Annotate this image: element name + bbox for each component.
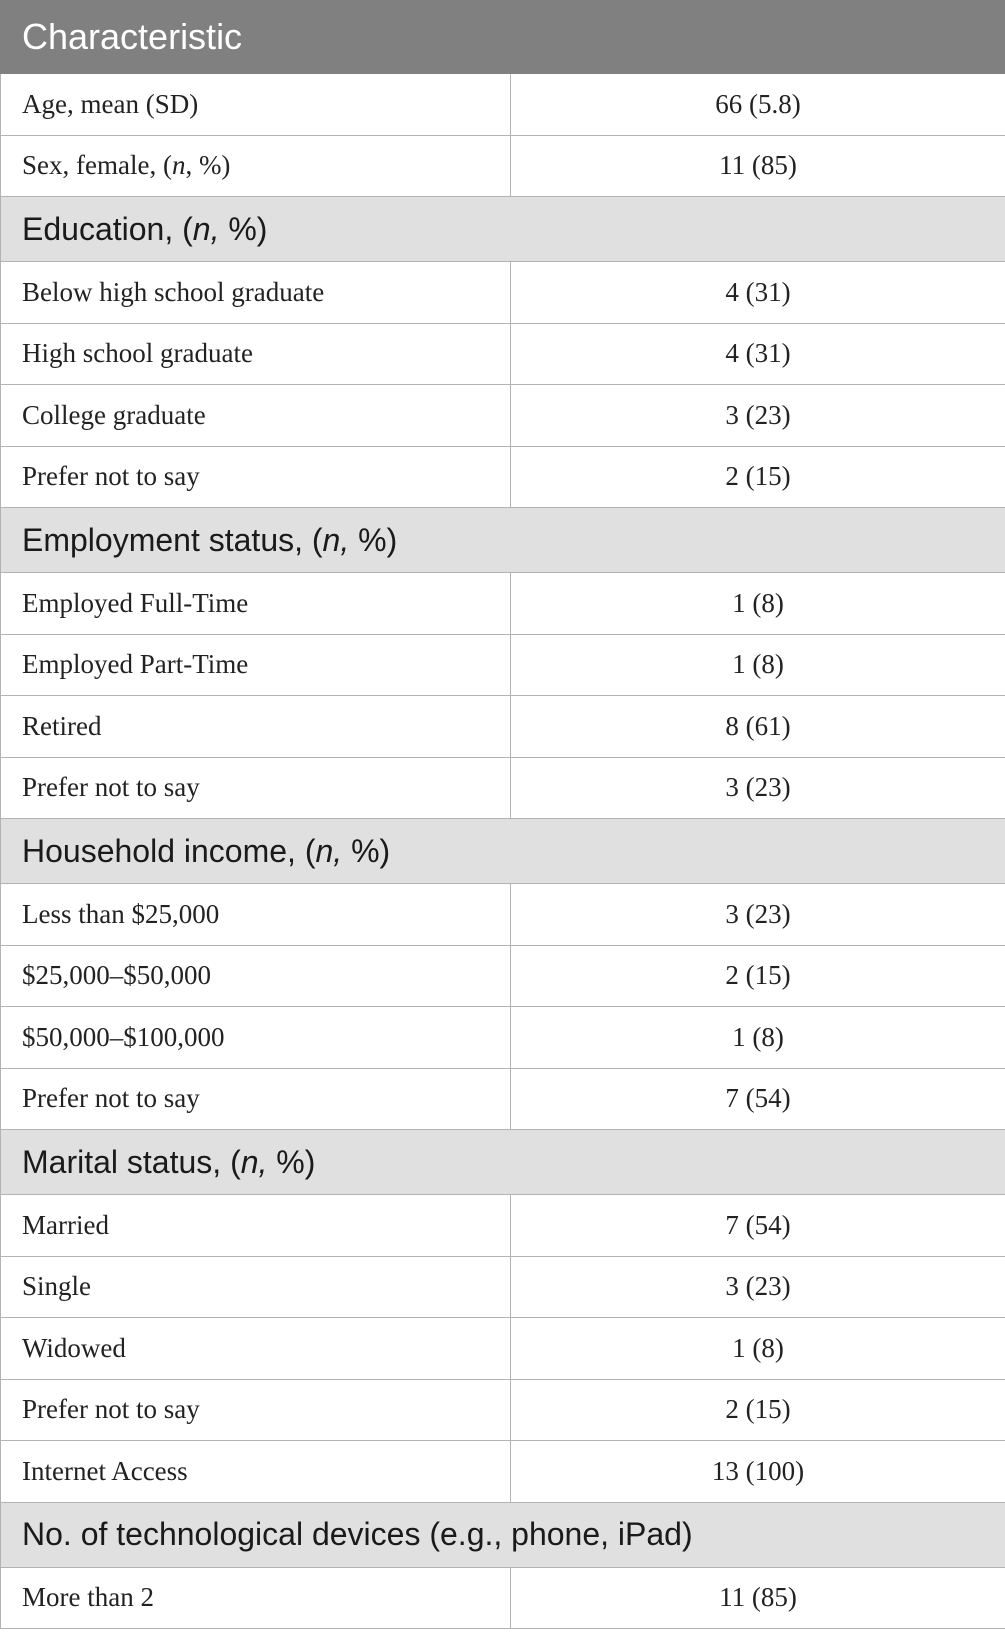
row-value: 3 (23)	[511, 385, 1005, 447]
table-row	[1, 945, 1005, 1007]
row-value: 1 (8)	[511, 1007, 1005, 1069]
table-row	[1, 1068, 1005, 1130]
italic-n: n,	[322, 521, 350, 558]
row-label: Prefer not to say	[1, 757, 511, 819]
italic-n: n,	[240, 1143, 268, 1180]
row-label: College graduate	[1, 385, 511, 447]
row-label: Prefer not to say	[1, 446, 511, 508]
section-label	[1, 1130, 1005, 1195]
row-value: 1 (8)	[511, 573, 1005, 635]
row-label: Single	[1, 1256, 511, 1318]
row-label: Employed Part-Time	[1, 634, 511, 696]
row-label: $50,000–$100,000	[1, 1007, 511, 1069]
section-row	[1, 197, 1005, 262]
section-row	[1, 819, 1005, 884]
row-label: Internet Access	[1, 1441, 511, 1503]
row-label: Married	[1, 1195, 511, 1257]
row-label: Employed Full-Time	[1, 573, 511, 635]
row-label: Less than $25,000	[1, 884, 511, 946]
row-label: High school graduate	[1, 323, 511, 385]
row-label: Age, mean (SD)	[1, 74, 511, 136]
label-part: Household income, (	[22, 832, 316, 869]
table-row	[1, 446, 1005, 508]
label-part: %)	[349, 521, 398, 558]
table-row	[1, 1007, 1005, 1069]
row-value: 66 (5.8)	[511, 74, 1005, 136]
section-row	[1, 1502, 1005, 1567]
table-row	[1, 1567, 1005, 1629]
section-label: No. of technological devices (e.g., phone, iPad)	[1, 1502, 1005, 1567]
section-label	[1, 508, 1005, 573]
row-label: $25,000–$50,000	[1, 945, 511, 1007]
row-value: 4 (31)	[511, 323, 1005, 385]
section-label	[1, 197, 1005, 262]
row-value: 2 (15)	[511, 945, 1005, 1007]
row-value: 1 (8)	[511, 634, 1005, 696]
row-label: More than 2	[1, 1567, 511, 1629]
section-row	[1, 508, 1005, 573]
header-characteristic: Characteristic	[1, 1, 1005, 74]
table-row	[1, 573, 1005, 635]
row-value: 11 (85)	[511, 135, 1005, 197]
row-value: 2 (15)	[511, 446, 1005, 508]
table-row	[1, 135, 1005, 197]
italic-n: n	[171, 150, 186, 181]
table-row	[1, 634, 1005, 696]
row-label: Below high school graduate	[1, 262, 511, 324]
table-row	[1, 262, 1005, 324]
row-value: 7 (54)	[511, 1068, 1005, 1130]
row-value: 8 (61)	[511, 696, 1005, 758]
row-value: 3 (23)	[511, 884, 1005, 946]
table-row	[1, 884, 1005, 946]
table-row	[1, 1256, 1005, 1318]
table-header-row	[1, 1, 1005, 74]
table-row	[1, 1441, 1005, 1503]
italic-n: n,	[192, 210, 220, 247]
section-label	[1, 819, 1005, 884]
label-part: Marital status, (	[22, 1143, 241, 1180]
table-row	[1, 1318, 1005, 1380]
label-part: Education, (	[22, 210, 193, 247]
row-label: Retired	[1, 696, 511, 758]
row-value: 1 (8)	[511, 1318, 1005, 1380]
row-label: Widowed	[1, 1318, 511, 1380]
row-value: 2 (15)	[511, 1379, 1005, 1441]
label-part: Employment status, (	[22, 521, 323, 558]
row-value: 13 (100)	[511, 1441, 1005, 1503]
label-part: %)	[267, 1143, 316, 1180]
row-value: 3 (23)	[511, 1256, 1005, 1318]
row-value: 4 (31)	[511, 262, 1005, 324]
label-part: Sex, female, (	[22, 150, 172, 181]
row-value: 7 (54)	[511, 1195, 1005, 1257]
table-row	[1, 1195, 1005, 1257]
table-row	[1, 696, 1005, 758]
label-part: %)	[342, 832, 391, 869]
section-row	[1, 1130, 1005, 1195]
row-label	[1, 135, 511, 197]
row-label: Prefer not to say	[1, 1379, 511, 1441]
row-label: Prefer not to say	[1, 1068, 511, 1130]
table-row	[1, 757, 1005, 819]
table-row	[1, 1379, 1005, 1441]
label-part: , %)	[185, 150, 231, 181]
table-row	[1, 74, 1005, 136]
row-value: 11 (85)	[511, 1567, 1005, 1629]
table-row	[1, 323, 1005, 385]
row-value: 3 (23)	[511, 757, 1005, 819]
label-part: %)	[219, 210, 268, 247]
table-row	[1, 385, 1005, 447]
table-body	[1, 74, 1005, 1629]
italic-n: n,	[315, 832, 343, 869]
